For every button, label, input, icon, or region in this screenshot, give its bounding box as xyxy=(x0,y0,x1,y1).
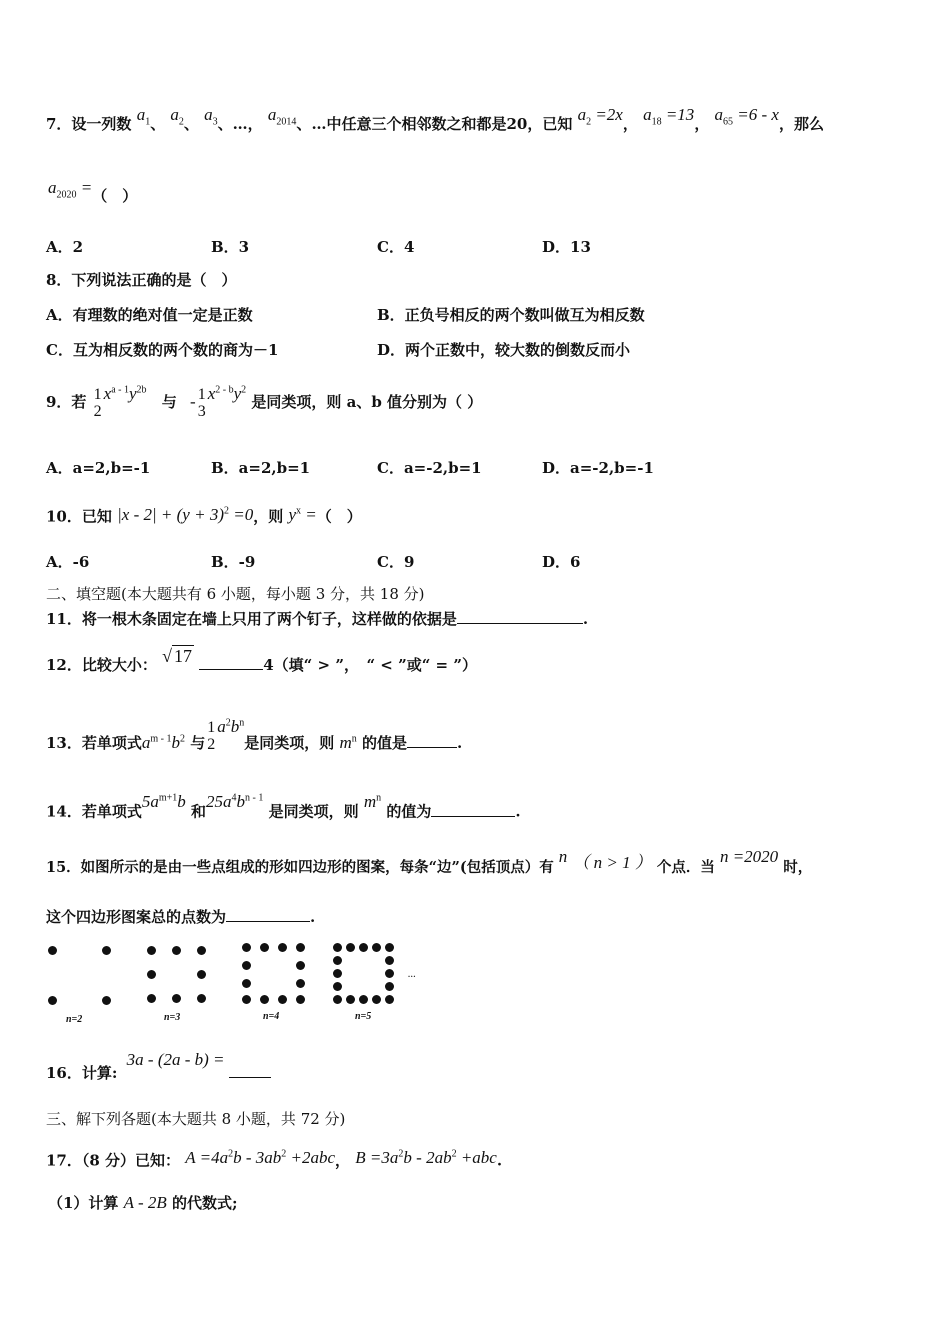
q10-option-d: D．6 xyxy=(542,553,581,571)
q8-stem: 8．下列说法正确的是（ ） xyxy=(46,271,237,289)
pattern-dot xyxy=(385,969,394,978)
q9-option-d: D．a=-2,b=-1 xyxy=(542,459,654,477)
q7-line2: $a_{2020}$ =（ ） xyxy=(48,178,138,205)
q10-line: 10．已知 $|x - 2| + (y + 3)^2 =0$，则 $y^x$ =（ ） xyxy=(46,504,362,526)
q9-line: 9．若 1 2 $x^{a - 1}y^{2b}$ 与 - 1 3 $x^{2 - b}y^2$ 是同类项，则 a、b 值分别为（ ） xyxy=(46,384,483,420)
pattern-dot xyxy=(102,996,111,1005)
pattern-dot xyxy=(147,946,156,955)
pattern-dot xyxy=(172,994,181,1003)
pattern-dot xyxy=(296,961,305,970)
q7-stem: 7．设一列数 xyxy=(46,115,132,133)
pattern-dot xyxy=(260,995,269,1004)
pattern-dot xyxy=(346,995,355,1004)
pattern-dot xyxy=(333,956,342,965)
pattern-dot xyxy=(296,943,305,952)
pattern-dot xyxy=(296,995,305,1004)
pattern-dot xyxy=(372,943,381,952)
q12-sqrt: √ 17 xyxy=(162,646,192,666)
pattern-dot xyxy=(147,994,156,1003)
q12-line: 12．比较大小： √ 17 4（填“ > ”， “ < ”或“ = ”） xyxy=(46,646,477,674)
q7-cond3: $a_{65} =6 - x$ xyxy=(714,105,779,128)
pattern-dot xyxy=(242,961,251,970)
q13-blank xyxy=(407,733,457,748)
q12-blank xyxy=(199,655,263,670)
q11-line: 11．将一根木条固定在墙上只用了两个钉子，这样做的依据是 . xyxy=(46,610,589,628)
pattern-dot xyxy=(48,996,57,1005)
pattern-dot xyxy=(385,995,394,1004)
pattern-dot xyxy=(359,943,368,952)
q17-sub1: （1）计算 A - 2B 的代数式; xyxy=(48,1193,238,1212)
q16-line: 16．计算: 3a - (2a - b) = xyxy=(46,1063,271,1083)
q13-frac: 1 2 xyxy=(207,719,216,753)
q8-option-d: D．两个正数中，较大数的倒数反而小 xyxy=(377,341,631,359)
q7-option-d: D．13 xyxy=(542,238,591,256)
q7-option-c: C．4 xyxy=(377,238,415,256)
pattern-dot xyxy=(48,946,57,955)
pattern-dot xyxy=(333,969,342,978)
q10-option-b: B．-9 xyxy=(211,553,256,571)
pattern-dot xyxy=(385,943,394,952)
q7-ask: $a_{2020}$ = xyxy=(48,178,93,201)
pattern-dot xyxy=(278,995,287,1004)
pattern-dot xyxy=(333,943,342,952)
q9-option-c: C．a=-2,b=1 xyxy=(377,459,482,477)
pattern-dot xyxy=(359,995,368,1004)
pattern-dot xyxy=(102,946,111,955)
q7-a2014: $a_{2014}$ xyxy=(267,105,297,128)
pattern-dot xyxy=(385,956,394,965)
q14-line: 14．若单项式$5a^{m+1}b$ 和$25a^4b^{n - 1}$ 是同类项，则 $m^n$ 的值为 . xyxy=(46,791,521,821)
pattern-label-n5: n=5 xyxy=(355,1011,372,1022)
q10-option-c: C．9 xyxy=(377,553,415,571)
pattern-label-n2: n=2 xyxy=(66,1014,83,1025)
pattern-dot xyxy=(172,946,181,955)
q8-option-c: C．互为相反数的两个数的商为－1 xyxy=(46,341,279,359)
q15-line2: 这个四边形图案总的点数为 . xyxy=(46,908,316,926)
q17-expr-b: $B =3a^2b - 2ab^2 +abc$ xyxy=(355,1147,497,1167)
pattern-label-n4: n=4 xyxy=(263,1011,280,1022)
q10-expr: $|x - 2| + (y + 3)^2 =0$ xyxy=(117,504,254,524)
pattern-dot xyxy=(385,982,394,991)
q11-blank xyxy=(457,609,583,624)
q7-a3: $a_3$ xyxy=(204,105,218,128)
pattern-dot xyxy=(197,994,206,1003)
pattern-dot xyxy=(242,995,251,1004)
q17-expr-a: $A =4a^2b - 3ab^2 +2abc$ xyxy=(185,1147,336,1167)
q8-option-a: A．有理数的绝对值一定是正数 xyxy=(46,306,253,324)
q15-blank xyxy=(226,907,310,922)
pattern-dot xyxy=(197,970,206,979)
q7-cond1: $a_2 =2x$ xyxy=(577,105,623,128)
q10-option-a: A．-6 xyxy=(46,553,90,571)
pattern-dot xyxy=(333,982,342,991)
q14-blank xyxy=(431,802,515,817)
q9-option-b: B．a=2,b=1 xyxy=(211,459,311,477)
pattern-dot xyxy=(372,995,381,1004)
pattern-dot xyxy=(346,943,355,952)
pattern-dot xyxy=(278,943,287,952)
q9-frac2: 1 3 xyxy=(197,386,206,420)
q16-blank xyxy=(229,1063,271,1078)
q7-a1: $a_1$ xyxy=(136,105,151,128)
q10-ask: $y^x$ = xyxy=(288,504,317,524)
q8-option-b: B．正负号相反的两个数叫做互为相反数 xyxy=(377,306,645,324)
pattern-more: … xyxy=(408,970,416,979)
q7-line1: 7．设一列数 $a_1$、 $a_2$、 $a_3$、…， $a_{2014}$、…中任意三个相邻数之和都是20，已知 $a_2 =2x$， $a_{18} =13$， $a_{65} =6 - x$，那么 xyxy=(46,105,824,133)
pattern-dot xyxy=(333,995,342,1004)
pattern-dot xyxy=(147,970,156,979)
pattern-dot xyxy=(260,943,269,952)
q7-option-a: A．2 xyxy=(46,238,84,256)
q13-line: 13．若单项式$a^{m - 1}b^2$ 与 1 2 $a^2b^n$是同类项，则 $m^n$ 的值是 . xyxy=(46,717,463,753)
pattern-label-n3: n=3 xyxy=(164,1012,181,1023)
q7-cond2: $a_{18} =13$ xyxy=(643,105,695,128)
q17-line: 17．（8 分）已知： $A =4a^2b - 3ab^2 +2abc$， $B =3a^2b - 2ab^2 +abc$. xyxy=(46,1147,503,1170)
q9-option-a: A．a=2,b=-1 xyxy=(46,459,151,477)
pattern-dot xyxy=(296,979,305,988)
q15-line1: 15．如图所示的是由一些点组成的形如四边形的图案，每条“边”(包括顶点）有 n （ n > 1 ） 个点．当 n =2020 时， xyxy=(46,847,813,876)
q16-expr: 3a - (2a - b) = xyxy=(126,1050,225,1069)
section-2-heading: 二、填空题(本大题共有 6 小题，每小题 3 分，共 18 分) xyxy=(46,585,425,603)
q9-frac1: 1 2 xyxy=(93,386,102,420)
q7-option-b: B．3 xyxy=(211,238,250,256)
section-3-heading: 三、解下列各题(本大题共 8 小题，共 72 分) xyxy=(46,1110,346,1128)
pattern-dot xyxy=(197,946,206,955)
pattern-dot xyxy=(242,943,251,952)
pattern-dot xyxy=(242,979,251,988)
q7-a2: $a_2$ xyxy=(170,105,184,128)
